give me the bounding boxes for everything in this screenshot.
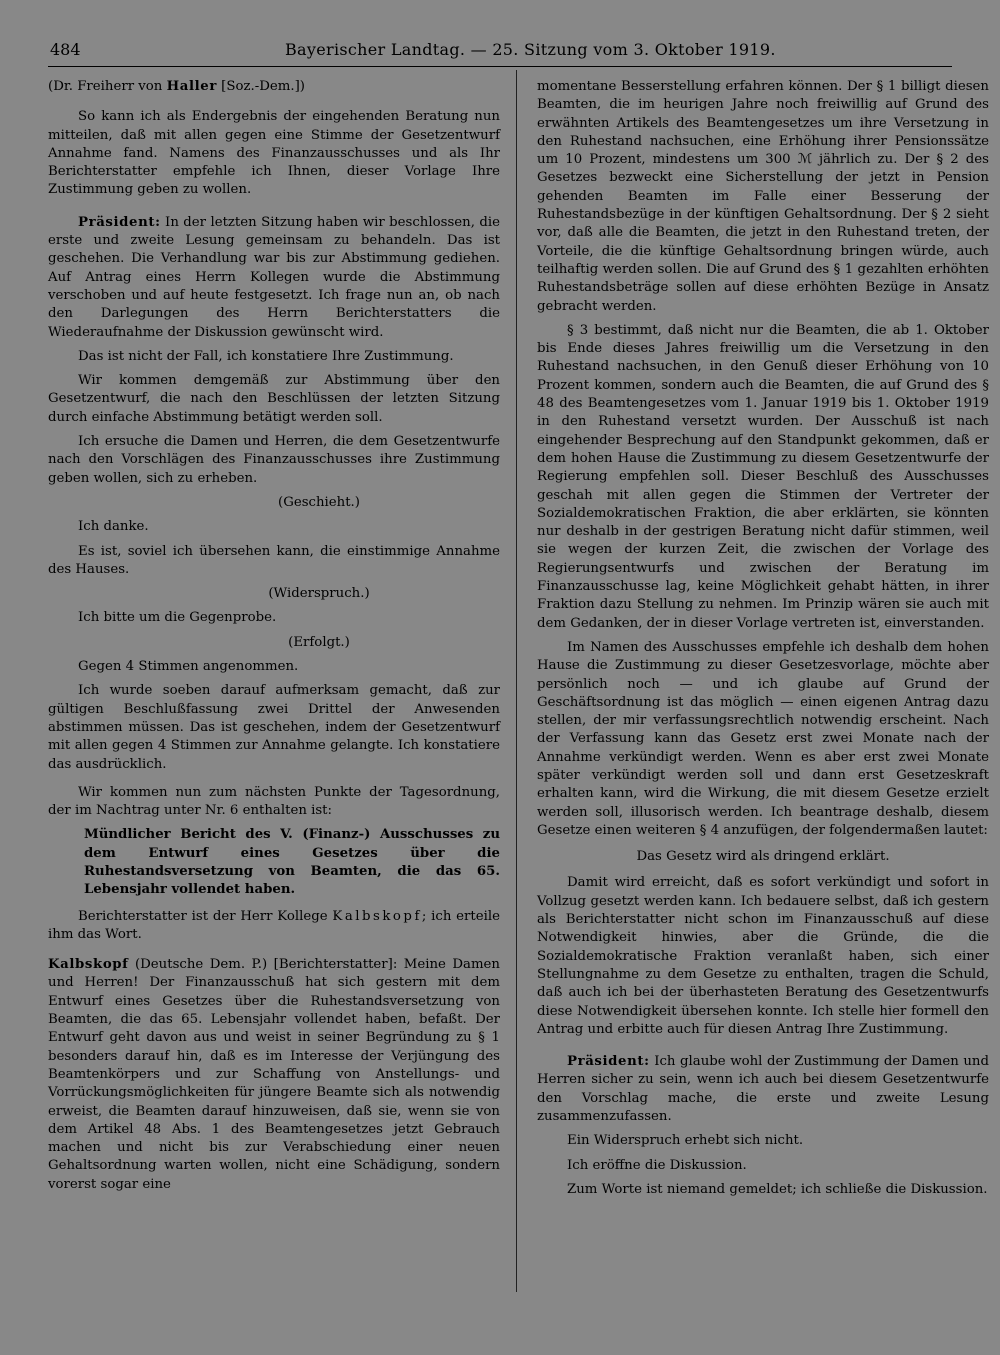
paragraph: Ich ersuche die Damen und Herren, die dem Gesetzentwurfe nach den Vorschlägen des Finanzausschusses ihre Zustimmung geben wollen, sich zu erheben. [48,434,500,486]
column-divider [516,70,517,1292]
paragraph: So kann ich als Endergebnis der eingehenden Beratung nun mitteilen, daß mit allen gegen eine Stimme der Gesetzentwurf Annahme fand. Namens des Finanzausschusses und als Ihr Berichterstatter empfehle ich Ihnen, dieser Vorlage Ihre Zustimmung geben zu wollen. [48,109,500,198]
page-header [50,38,950,64]
left-column [48,78,500,1200]
paragraph: Kalbskopf (Deutsche Dem. P.) [Berichterstatter]: Meine Damen und Herren! Der Finanzausschuß hat sich gestern mit dem Entwurf eines Gesetzes über die Ruhestandsversetzung von Beamten, die das 65. Lebensjahr vollendet haben, befaßt. Der Entwurf geht davon aus und weist in seiner Begründung zu § 1 besonders darauf hin, daß es im Interesse der Verjüngung des Beamtenkörpers und zur Schaffung von Anstellungs- und Vorrückungsmöglichkeiten für jüngere Beamte sich als notwendig erweist, die Beamten darauf hinzuweisen, daß sie, wenn sie von dem Artikel 48 Abs. 1 des Beamtengesetzes jetzt Gebrauch machen und nicht bis zur Verabschiedung einer neuen Gehaltsordnung warten wollen, nicht eine Schädigung, sondern vorerst sogar eine [48,957,500,1192]
stage-direction: (Erfolgt.) [288,634,350,650]
paragraph: momentane Besserstellung erfahren können. Der § 1 billigt diesen Beamten, die im heurigen Jahre noch freiwillig auf Grund des erwähnten Artikels des Beamtengesetzes um ihre Versetzung in den Ruhestand nachsuchen, eine Erhöhung ihrer Pensionssätze um 10 Prozent, mindestens um 300 ℳ jährlich zu. Der § 2 des Gesetzes bezweckt eine Sicherstellung der jetzt in Pension gehenden Beamten im Falle einer Besserung der Ruhestandsbezüge in der künftigen Gehaltsordnung. Der § 2 sieht vor, daß alle die Beamten, die jetzt in den Ruhestand treten, der Vorteile, die die künftige Gehaltsordnung bringen würde, auch teilhaftig werden sollen. Die auf Grund des § 1 gezahlten erhöhten Ruhestandsbeträge sollen auf diese erhöhten Bezüge in Ansatz gebracht werden. [537,79,989,314]
paragraph: Berichterstatter ist der Herr Kollege Kalbskopf; ich erteile ihm das Wort. [48,908,500,942]
paragraph: Ich eröffne die Diskussion. [567,1157,747,1173]
proposed-clause: Das Gesetz wird als dringend erklärt. [636,849,890,865]
paragraph: Ich bitte um die Gegenprobe. [78,610,277,626]
right-column [537,78,989,1205]
paragraph: Wir kommen nun zum nächsten Punkte der Tagesordnung, der im Nachtrag unter Nr. 6 enthalten ist: [48,784,500,819]
speaker-name: Haller [166,79,217,94]
paragraph: Präsident: Ich glaube wohl der Zustimmung der Damen und Herren sicher zu sein, wenn ich auch bei diesem Gesetzentwurfe den Vorschlag mache, die erste und zweite Lesung zusammenzufassen. [537,1054,989,1125]
paragraph: Zum Worte ist niemand gemeldet; ich schließe die Diskussion. [567,1181,988,1197]
paragraph: Ich wurde soeben darauf aufmerksam gemacht, daß zur gültigen Beschlußfassung zwei Drittel der Anwesenden abstimmen müssen. Das ist geschehen, indem der Gesetzentwurf mit allen gegen 4 Stimmen zur Annahme gelangte. Ich konstatiere das ausdrücklich. [48,683,500,772]
paragraph: Gegen 4 Stimmen angenommen. [78,659,299,675]
speaker-name: Präsident: [78,214,161,230]
stage-direction: (Geschieht.) [278,494,360,510]
paragraph: § 3 bestimmt, daß nicht nur die Beamten, die ab 1. Oktober bis Ende dieses Jahres freiwillig um die Versetzung in den Ruhestand nachsuchen, in den Genuß dieser Erhöhung von 10 Prozent kommen, sondern auch die Beamten, die auf Grund des § 48 des Beamtengesetzes vom 1. Januar 1919 bis 1. Oktober 1919 in den Ruhestand versetzt wurden. Der Ausschuß ist nach eingehender Besprechung auf den Standpunkt gekommen, daß er dem hohen Hause die Zustimmung zu diesem Gesetzentwurfe der Regierung empfehlen soll. Dieser Beschluß des Ausschusses geschah mit allen gegen die Stimmen der Vertreter der Sozialdemokratischen Fraktion, die aber erklärten, sie könnten nur deshalb in der gestrigen Beratung nicht dafür stimmen, weil sie wegen der kurzen Zeit, die zwischen der Vorlage des Regierungsentwurfs und zwischen der Beratung im Finanzausschusse lag, keine Möglichkeit gehabt hätten, in ihrer Fraktion dazu Stellung zu nehmen. Im Prinzip wären sie auch mit dem Gedanken, der in dieser Vorlage vertreten ist, einverstanden. [537,322,989,631]
paragraph: Das ist nicht der Fall, ich konstatiere Ihre Zustimmung. [78,348,454,364]
paragraph: Präsident: In der letzten Sitzung haben wir beschlossen, die erste und zweite Lesung gemeinsam zu behandeln. Das ist geschehen. Die Verhandlung war bis zur Abstimmung gediehen. Auf Antrag eines Herrn Kollegen wurde die Abstimmung verschoben und auf heute festgesetzt. Ich frage nun an, ob nach den Darlegungen des Herrn Berichterstatters die Wiederaufnahme der Diskussion gewünscht wird. [48,214,500,340]
stage-direction: (Widerspruch.) [268,586,370,602]
speaker-name: Kalbskopf [48,957,129,973]
header-rule [48,66,952,67]
paragraph: Wir kommen demgemäß zur Abstimmung über den Gesetzentwurf, die nach den Beschlüssen der letzten Sitzung durch einfache Abstimmung betätigt werden soll. [48,373,500,425]
paragraph: Damit wird erreicht, daß es sofort verkündigt und sofort in Vollzug gesetzt werden kann. Ich bedauere selbst, daß ich gestern als Berichterstatter nicht schon im Finanzausschuß auf diese Notwendigkeit hinwies, aber die Gründe, die die Sozialdemokratische Fraktion veranlaßt haben, sich einer Stellungnahme zu dem Gesetze zu enthalten, tragen die Schuld, daß auch ich bei der überhasteten Beratung des Gesetzentwurfs diese Notwendigkeit übersehen konnte. Ich stelle hier formell den Antrag und erbitte auch für diesen Antrag Ihre Zustimmung. [537,875,989,1037]
paragraph: Ich danke. [78,519,149,535]
paragraph: Es ist, soviel ich übersehen kann, die einstimmige Annahme des Hauses. [48,543,500,577]
speaker-name: Präsident: [567,1054,650,1070]
page-number: 484 [50,40,81,59]
paragraph: Ein Widerspruch erhebt sich nicht. [567,1133,804,1149]
paragraph: Im Namen des Ausschusses empfehle ich deshalb dem hohen Hause die Zustimmung zu dieser Gesetzesvorlage, möchte aber persönlich noch — und ich glaube auf Grund der Geschäftsordnung ist das möglich — einen eigenen Antrag dazu stellen, der mir verfassungsrechtlich notwendig erscheint. Nach der Verfassung kann das Gesetz erst zwei Monate nach der Annahme verkündigt werden. Wenn es aber erst zwei Monate später verkündigt werden soll und dann erst Gesetzeskraft erhalten kann, wird die Wirkung, die mit diesem Gesetze erzielt werden soll, illusorisch werden. Ich beantrage deshalb, diesem Gesetze einen weiteren § 4 anzufügen, der folgendermaßen lautet: [537,639,989,838]
agenda-item: Mündlicher Bericht des V. (Finanz-) Ausschusses zu dem Entwurf eines Gesetzes über die Ruhestandsversetzung von Beamten, die das 65. Lebensjahr vollendet haben. [84,827,500,898]
speaker-attribution: (Dr. Freiherr von Haller [Soz.-Dem.]) [48,79,305,94]
running-title: Bayerischer Landtag. — 25. Sitzung vom 3. Oktober 1919. [285,40,776,59]
